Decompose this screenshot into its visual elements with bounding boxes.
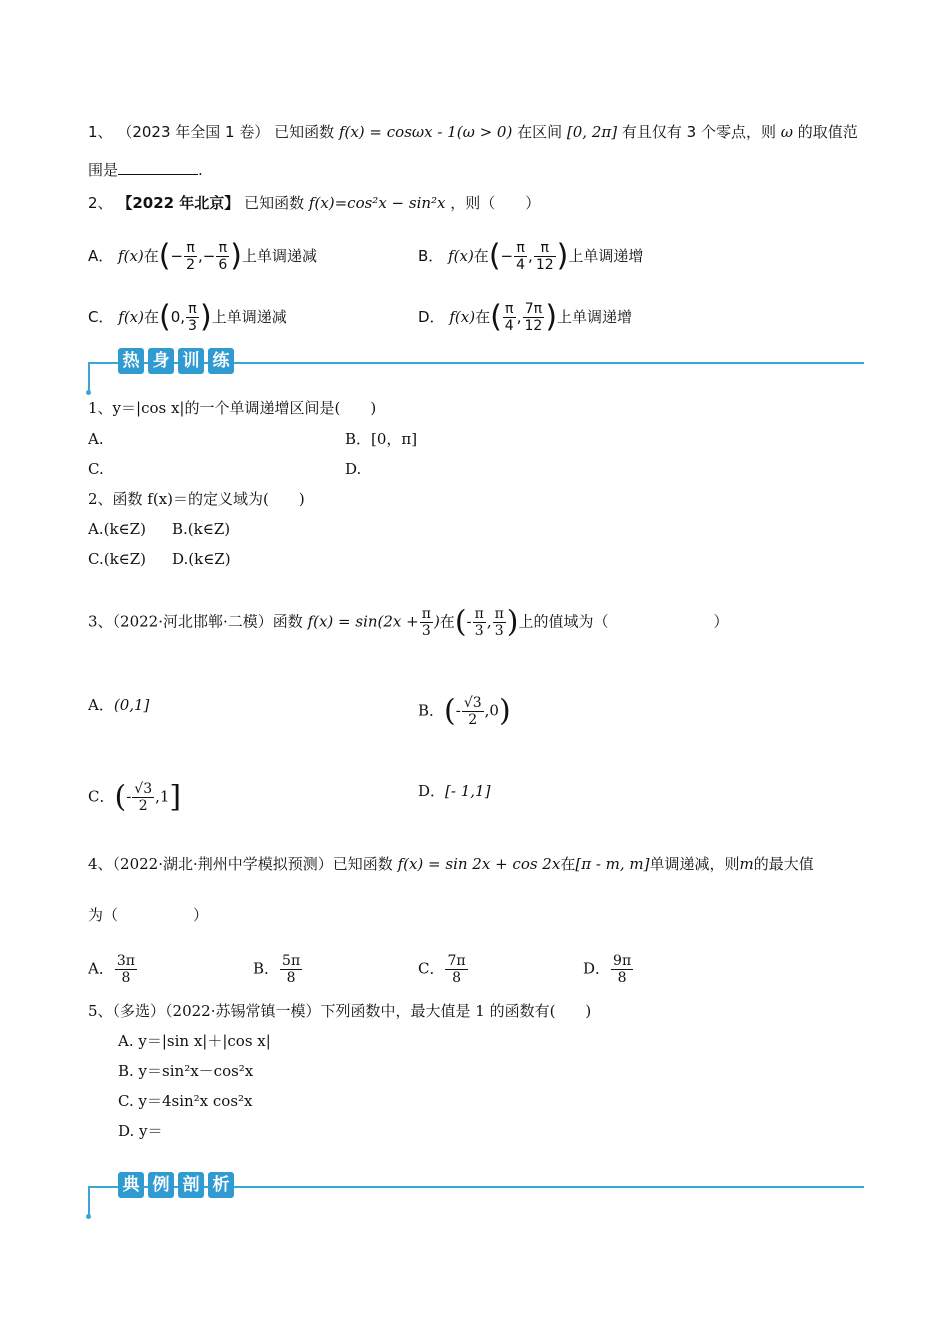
option-fx: f(x) xyxy=(118,308,144,326)
left-paren: ( xyxy=(488,238,501,274)
fraction xyxy=(493,606,506,639)
fraction xyxy=(514,240,527,273)
denominator: 12 xyxy=(535,257,554,273)
w3-function: f(x) = sin(2x + xyxy=(307,612,419,631)
denominator: 4 xyxy=(504,318,514,334)
w4-number: 4、 xyxy=(88,855,113,873)
warmup-4-stem xyxy=(88,854,814,874)
sign: - xyxy=(466,612,472,631)
section-char: 典 xyxy=(118,1172,144,1198)
section-char: 练 xyxy=(208,348,234,374)
denominator: 3 xyxy=(494,623,504,639)
answer-blank xyxy=(118,160,198,175)
denominator: 8 xyxy=(286,970,296,986)
option-label: C． xyxy=(88,308,114,326)
question-1 xyxy=(88,122,858,142)
denominator: 2 xyxy=(186,257,195,273)
q2-option-b: B． f(x)在(− $\frac{\pi}{4}$ , $\frac{\pi}{12}$ )上单调递增 xyxy=(418,238,644,274)
denominator: 12 xyxy=(524,318,543,334)
option-fx: f(x) xyxy=(448,247,474,265)
option-label: D． xyxy=(583,959,611,978)
section-char: 身 xyxy=(148,348,174,374)
right-paren: ) xyxy=(230,238,242,274)
option-label: D． xyxy=(418,308,445,326)
q1-post2: 的取值范 xyxy=(797,123,858,141)
warmup-5-option-d: D. y＝ xyxy=(118,1122,163,1140)
option-text: 上单调递减 xyxy=(242,247,318,265)
option-label: A． xyxy=(88,247,114,265)
warmup-4-option-b xyxy=(253,953,303,986)
numerator: √3 xyxy=(463,695,482,711)
q1-mid: 在区间 xyxy=(517,123,563,141)
section-char: 训 xyxy=(178,348,204,374)
w4-at: 在 xyxy=(560,855,576,873)
option-value: [- 1,1] xyxy=(445,782,491,800)
denominator: 3 xyxy=(474,623,484,639)
denominator: 4 xyxy=(516,257,526,273)
right-paren: ) xyxy=(199,299,212,335)
w3-function-end: ) xyxy=(433,612,440,631)
warmup-3-option-c xyxy=(88,781,181,814)
numerator: π xyxy=(474,606,484,622)
numerator: π xyxy=(494,606,504,622)
warmup-5-option-b: B. y＝sin²x－cos²x xyxy=(118,1062,254,1080)
warmup-4-line2: 为（ ） xyxy=(88,906,209,924)
q2-source: 【2022 年北京】 xyxy=(117,194,240,212)
option-label: C． xyxy=(418,959,445,978)
warmup-3-option-a xyxy=(88,695,149,715)
left-paren: ( xyxy=(114,779,127,815)
w4-post2: 的最大值 xyxy=(753,855,814,873)
q1-source: （2023 年全国 1 卷） xyxy=(117,123,270,141)
option-tail: ,0 xyxy=(484,701,499,720)
fraction xyxy=(534,240,556,273)
numerator: π xyxy=(216,240,229,257)
q2-number: 2、 xyxy=(88,194,113,212)
denominator: 6 xyxy=(218,257,228,273)
fraction xyxy=(115,953,137,986)
q2-option-d: D． f(x)在( $\frac{\pi}{4}$ , $\frac{7\pi}{12}$ )上单调递增 xyxy=(418,299,633,335)
q1-interval: [0, 2π] xyxy=(566,123,618,141)
right-paren: ) xyxy=(556,238,569,274)
fraction xyxy=(420,606,433,639)
w3-at: 在 xyxy=(439,612,455,631)
fraction xyxy=(503,301,516,334)
numerator: π xyxy=(421,606,431,622)
section-line xyxy=(88,1186,90,1216)
q2-option-a: A． f(x)在(− $\frac{\pi}{2}$ ,− $\frac{\pi}{6}$ )上单调递减 xyxy=(88,238,318,274)
warmup-1-option-a: A. xyxy=(88,430,104,448)
fraction xyxy=(132,781,154,814)
q1-pre: 已知函数 xyxy=(274,123,335,141)
q2-post: ，则（ ） xyxy=(450,194,541,212)
option-label: A． xyxy=(88,696,114,714)
option-value: (0,1] xyxy=(113,696,150,714)
denominator: 8 xyxy=(121,970,131,986)
option-text: 上单调递增 xyxy=(568,247,644,265)
denominator: 3 xyxy=(421,623,431,639)
option-tail: ,1 xyxy=(155,787,170,806)
warmup-3-stem: 3、（2022·河北邯郸·二模）函数 f(x) = sin(2x + $\frac{\pi}{3}$ )在(- $\frac{\pi}{3}$ , $\frac{\pi}{3}$ )上的值域为（ ） xyxy=(88,604,729,640)
numerator: 7π xyxy=(523,301,545,318)
fraction xyxy=(186,301,199,334)
denominator: 2 xyxy=(138,798,148,814)
option-at: 在 xyxy=(473,247,489,265)
option-at: 在 xyxy=(475,308,491,326)
warmup-2-option-c: C.(k∈Z) xyxy=(88,550,147,568)
w4-interval: [π - m, m] xyxy=(575,855,650,873)
warmup-2-stem: 2、函数 f(x)＝的定义域为( ) xyxy=(88,490,305,508)
numerator: π xyxy=(186,301,199,318)
fraction xyxy=(445,953,467,986)
numerator: π xyxy=(534,240,556,257)
w4-function: f(x) = sin 2x + cos 2x xyxy=(397,855,561,873)
section-line xyxy=(88,362,118,364)
warmup-2-option-b: B.(k∈Z) xyxy=(172,520,231,538)
w3-post: 上的值域为（ ） xyxy=(518,612,729,631)
option-label: A． xyxy=(88,959,114,978)
fraction xyxy=(523,301,545,334)
warmup-4-option-d xyxy=(583,953,634,986)
numerator: π xyxy=(184,240,197,257)
fraction xyxy=(462,695,484,728)
warmup-1-option-d: D. xyxy=(345,460,362,478)
right-paren: ) xyxy=(506,604,519,640)
numerator: π xyxy=(514,240,527,257)
fraction xyxy=(473,606,486,639)
left-paren: ( xyxy=(159,299,171,335)
warmup-2-option-d: D.(k∈Z) xyxy=(172,550,231,568)
denominator: 2 xyxy=(468,712,478,728)
value: 0 xyxy=(170,308,181,326)
section-title xyxy=(118,348,234,374)
w4-post: 单调递减，则 xyxy=(649,855,740,873)
option-text: 上单调递减 xyxy=(211,308,287,326)
option-at: 在 xyxy=(143,247,159,265)
warmup-3-option-b xyxy=(418,695,511,728)
warmup-4-option-c xyxy=(418,953,469,986)
question-1-line2 xyxy=(88,160,203,180)
right-paren: ) xyxy=(545,299,558,335)
right-paren: ] xyxy=(169,779,182,815)
sign: - xyxy=(126,787,132,806)
warmup-5-option-a: A. y＝|sin x|＋|cos x| xyxy=(118,1032,271,1050)
q2-pre: 已知函数 xyxy=(244,194,305,212)
warmup-1-option-c: C. xyxy=(88,460,104,478)
right-paren: ) xyxy=(498,693,511,729)
section-dot xyxy=(86,390,91,395)
warmup-2-option-a: A.(k∈Z) xyxy=(88,520,146,538)
w3-number: 3、 xyxy=(88,612,113,631)
section-char: 热 xyxy=(118,348,144,374)
warmup-1-stem: 1、y＝|cos x|的一个单调递增区间是( ) xyxy=(88,399,377,417)
w4-source: （2022·湖北·荆州中学模拟预测） xyxy=(112,855,333,873)
section-line xyxy=(88,362,90,392)
numerator: √3 xyxy=(134,781,153,797)
denominator: 8 xyxy=(452,970,461,986)
w4-m: m xyxy=(739,855,754,873)
section-char: 析 xyxy=(208,1172,234,1198)
numerator: 9π xyxy=(613,953,632,969)
left-paren: ( xyxy=(490,299,502,335)
fraction xyxy=(216,240,229,273)
section-header-warmup xyxy=(88,348,864,388)
w3-source: （2022·河北邯郸·二模） xyxy=(112,612,273,631)
warmup-5-option-c: C. y＝4sin²x cos²x xyxy=(118,1092,253,1110)
option-fx: f(x) xyxy=(449,308,476,326)
q1-end: . xyxy=(198,161,203,179)
section-title xyxy=(118,1172,234,1198)
option-label: B． xyxy=(418,247,444,265)
section-char: 例 xyxy=(148,1172,174,1198)
denominator: 8 xyxy=(617,970,627,986)
option-fx: f(x) xyxy=(118,247,144,265)
option-label: C． xyxy=(88,787,115,806)
option-text: 上单调递增 xyxy=(557,308,633,326)
q1-function: f(x) = cosωx - 1(ω > 0) xyxy=(338,123,513,141)
sign: − xyxy=(202,247,216,265)
warmup-5-stem: 5、（多选）（2022·苏锡常镇一模）下列函数中，最大值是 1 的函数有( ) xyxy=(88,1002,592,1020)
question-2 xyxy=(88,193,540,213)
section-header-examples xyxy=(88,1172,864,1212)
q1-number: 1、 xyxy=(88,123,113,141)
sign: − xyxy=(170,247,184,265)
numerator: 3π xyxy=(116,953,135,969)
left-paren: ( xyxy=(444,693,456,729)
numerator: π xyxy=(503,301,516,318)
q2-function: f(x)=cos²x − sin²x xyxy=(308,194,446,212)
section-line xyxy=(88,1186,118,1188)
option-label: B． xyxy=(253,959,280,978)
warmup-1-option-b: B．[0，π] xyxy=(345,430,418,448)
warmup-4-option-a xyxy=(88,953,138,986)
section-char: 剖 xyxy=(178,1172,204,1198)
option-at: 在 xyxy=(143,308,159,326)
section-dot xyxy=(86,1214,91,1219)
q2-option-c: C． f(x)在(0, $\frac{\pi}{3}$ )上单调递减 xyxy=(88,299,287,335)
fraction xyxy=(280,953,302,986)
option-label: B． xyxy=(418,701,445,720)
numerator: 5π xyxy=(282,953,301,969)
option-label: D． xyxy=(418,782,446,800)
left-paren: ( xyxy=(454,604,467,640)
fraction xyxy=(611,953,633,986)
w3-pre: 函数 xyxy=(272,612,303,631)
left-paren: ( xyxy=(158,238,171,274)
denominator: 3 xyxy=(188,318,197,334)
w4-pre: 已知函数 xyxy=(332,855,393,873)
q1-line2: 围是 xyxy=(88,161,119,179)
numerator: 7π xyxy=(447,953,466,969)
q1-post: 有且仅有 3 个零点，则 xyxy=(621,123,776,141)
sign: − xyxy=(500,247,514,265)
warmup-3-option-d xyxy=(418,781,490,801)
q1-omega: ω xyxy=(780,123,793,141)
sign: - xyxy=(455,701,461,720)
fraction xyxy=(184,240,197,273)
